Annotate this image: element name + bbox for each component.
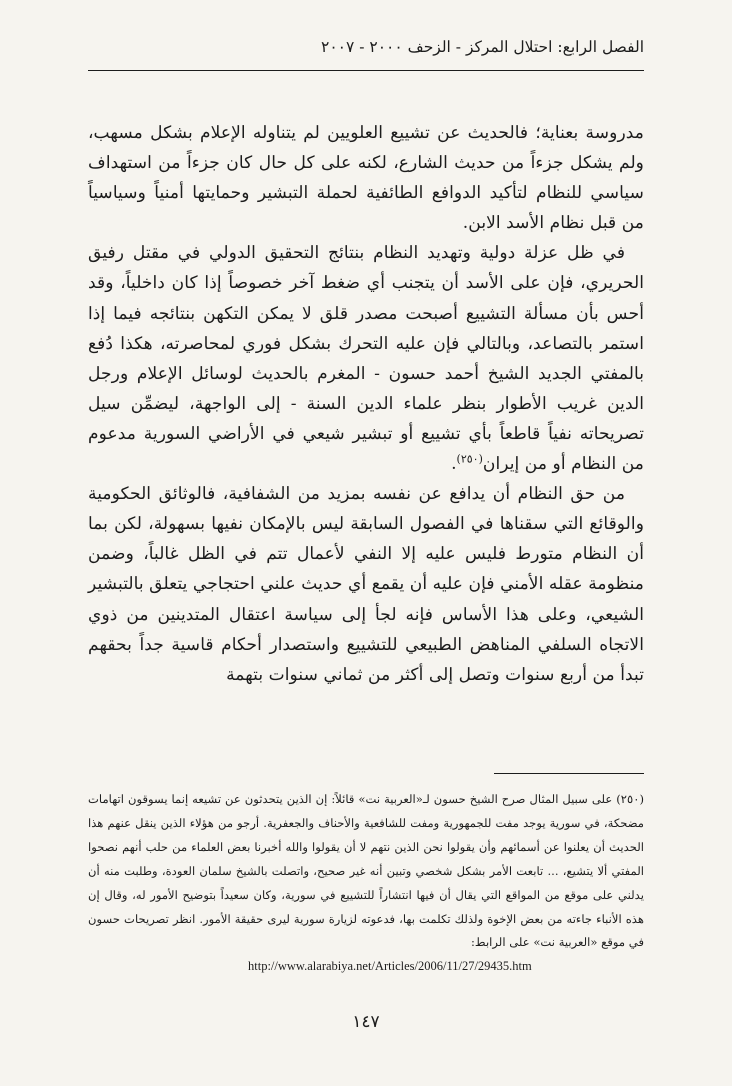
paragraph-1: مدروسة بعناية؛ فالحديث عن تشييع العلويين لم يتناوله الإعلام بشكل مسهب، ولم يشكل جزءاً من حديث الشارع، لكنه على كل حال كان جزءاً من استهداف سياسي للنظام لتأكيد الدوافع الطائفية لحملة التبشير وحمايتها أمنياً وسياسياً من قبل نظام الأسد الابن.: [88, 123, 644, 234]
body-text: [88, 118, 644, 690]
footnote-url: http://www.alarabiya.net/Articles/2006/11/27/29435.htm: [248, 959, 532, 974]
footnote-body: [88, 788, 644, 955]
footnote-ref-250: (٢٥٠): [456, 452, 483, 466]
page-number: ١٤٧: [352, 1012, 380, 1032]
paragraph-2-end: .: [451, 454, 457, 475]
footnote-number: (٢٥٠): [616, 792, 645, 806]
footnote-250: [88, 788, 644, 979]
paragraph-2: [88, 238, 644, 479]
footnote-separator: [494, 773, 644, 774]
header-rule: [88, 70, 644, 71]
footnote-text: على سبيل المثال صرح الشيخ حسون لـ«العربية نت» قائلاً: إن الذين يتحدثون عن تشيعه إنما يسوقون اتهامات مضحكة، في سورية يوجد مفت للجمهورية ومفت للشافعية والأحناف والجعفرية. أرجو من هؤلاء الذين ينقل عنهم هذا الحديث أن يعلنوا عن أسمائهم وأن يقولوا نحن الذين نتهم لا أن يقولوا والله أخبرنا بعض العلماء من حلب أنهم نصحوا المفتي ألا يتشيع، ... تابعت الأمر بشكل شخصي وتبين أنه غير صحيح، واتصلت بالشيخ سلمان العودة، وطلبت منه أن يدلني على موقع من المواقع التي يقال أن فيها انتشاراً للتشييع في سورية، وكان سعيداً بتوضيح الأمور له، وقال إن هذه الأنباء جاءته من بعض الإخوة ولذلك تكلمت بها، فدعوته لزيارة سورية ليرى حقيقة الأمور. انظر تصريحات حسون في موقع «العربية نت» على الرابط:: [88, 792, 644, 950]
paragraph-3: من حق النظام أن يدافع عن نفسه بمزيد من الشفافية، فالوثائق الحكومية والوقائع التي سقناها في الفصول السابقة ليس بالإمكان نفيها بسهولة، لكن بما أن النظام متورط فليس عليه إلا النفي لأعمال تتم في الظل غالباً، وضمن منظومة عقله الأمني فإن عليه أن يقمع أي حديث علني احتجاجي يتعلق بالتبشير الشيعي، وعلى هذا الأساس فإنه لجأ إلى سياسة اعتقال المتدينين من ذوي الاتجاه السلفي المناهض الطبيعي للتشييع واستصدار أحكام قاسية جداً بحقهم تبدأ من أربع سنوات وتصل إلى أكثر من ثماني سنوات بتهمة: [88, 484, 644, 685]
running-header: الفصل الرابع: احتلال المركز - الزحف ٢٠٠٠ - ٢٠٠٧: [321, 38, 644, 56]
paragraph-2-text: في ظل عزلة دولية وتهديد النظام بنتائج التحقيق الدولي في مقتل رفيق الحريري، فإن على الأسد أن يتجنب أي ضغط آخر خصوصاً إذا كان داخلياً، وقد أحس بأن مسألة التشييع أصبحت مصدر قلق لا يمكن التكهن بنتائجه فيما إذا استمر بالتصاعد، وبالتالي فإن عليه التحرك بشكل فوري لمحاصرته، هكذا دُفع بالمفتي الجديد الشيخ أحمد حسون - المغرم بالحديث لوسائل الإعلام ورجل الدين غريب الأطوار بنظر علماء الدين السنة - إلى الواجهة، ليضمِّن سيل تصريحاته نفياً قاطعاً بأي تشييع أو تبشير شيعي في الأراضي السورية مدعوم من النظام أو من إيران: [88, 243, 644, 475]
